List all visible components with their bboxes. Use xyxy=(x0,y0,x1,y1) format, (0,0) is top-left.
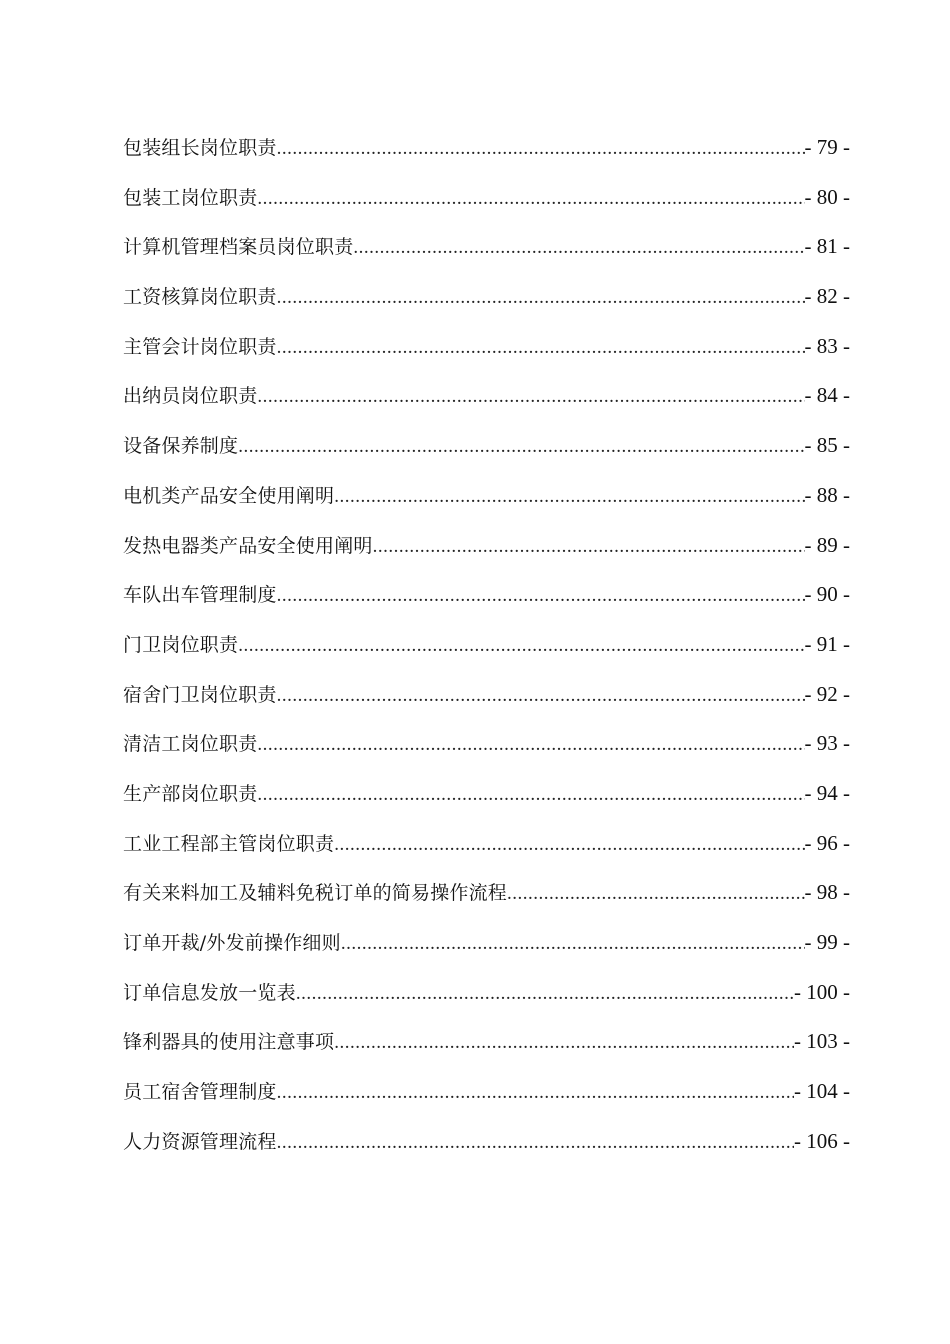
toc-entry-title: 锋利器具的使用注意事项 xyxy=(123,1031,335,1054)
toc-entry-title: 订单信息发放一览表 xyxy=(123,981,296,1004)
toc-page-number: - 94 - xyxy=(804,780,850,805)
toc-entry-title: 清洁工岗位职责 xyxy=(123,733,258,756)
toc-dot-leader xyxy=(334,481,804,513)
toc-dot-leader xyxy=(334,829,804,861)
toc-entry[interactable] xyxy=(123,379,850,429)
toc-entry[interactable] xyxy=(123,727,850,777)
toc-dot-leader xyxy=(334,1027,794,1059)
toc-entry-title: 出纳员岗位职责 xyxy=(123,385,258,408)
toc-page-number: - 104 - xyxy=(794,1079,850,1104)
toc-entry[interactable] xyxy=(123,230,850,280)
toc-entry[interactable] xyxy=(123,280,850,330)
toc-entry[interactable] xyxy=(123,1125,850,1175)
toc-entry[interactable] xyxy=(123,976,850,1026)
toc-dot-leader xyxy=(257,183,804,215)
toc-entry[interactable] xyxy=(123,1075,850,1125)
toc-entry-title: 门卫岗位职责 xyxy=(123,633,239,656)
toc-entry-title: 发热电器类产品安全使用阐明 xyxy=(123,534,373,557)
toc-entry-title: 宿舍门卫岗位职责 xyxy=(123,683,277,706)
toc-dot-leader xyxy=(257,381,804,413)
toc-entry[interactable] xyxy=(123,777,850,827)
toc-entry-title: 设备保养制度 xyxy=(123,435,239,458)
toc-dot-leader xyxy=(277,133,805,165)
toc-entry-title: 计算机管理档案员岗位职责 xyxy=(123,236,354,259)
toc-entry[interactable] xyxy=(123,678,850,728)
toc-entry-title: 工资核算岗位职责 xyxy=(123,286,277,309)
toc-entry[interactable] xyxy=(123,827,850,877)
toc-page-number: - 106 - xyxy=(794,1128,850,1153)
toc-dot-leader xyxy=(296,978,794,1010)
toc-dot-leader xyxy=(277,282,805,314)
toc-page-number: - 88 - xyxy=(804,482,850,507)
toc-entry[interactable] xyxy=(123,628,850,678)
toc-dot-leader xyxy=(238,431,804,463)
toc-page-number: - 98 - xyxy=(804,880,850,905)
toc-page-number: - 92 - xyxy=(804,681,850,706)
toc-entry-title: 电机类产品安全使用阐明 xyxy=(123,484,335,507)
toc-entry[interactable] xyxy=(123,1025,850,1075)
toc-dot-leader xyxy=(341,928,805,960)
toc-entry[interactable] xyxy=(123,876,850,926)
toc-page-number: - 90 - xyxy=(804,582,850,607)
toc-page-number: - 82 - xyxy=(804,284,850,309)
toc-entry[interactable] xyxy=(123,479,850,529)
toc-dot-leader xyxy=(277,1127,794,1159)
toc-entry[interactable] xyxy=(123,578,850,628)
toc-page-number: - 89 - xyxy=(804,532,850,557)
toc-entry[interactable] xyxy=(123,926,850,976)
toc-dot-leader xyxy=(373,531,805,563)
toc-dot-leader xyxy=(277,332,805,364)
toc-entry-title: 订单开裁/外发前操作细则 xyxy=(123,932,341,954)
toc-entry[interactable] xyxy=(123,330,850,380)
toc-dot-leader xyxy=(507,878,804,910)
toc-entry[interactable] xyxy=(123,529,850,579)
toc-entry[interactable] xyxy=(123,429,850,479)
toc-entry-title: 员工宿舍管理制度 xyxy=(123,1081,277,1104)
toc-page-number: - 80 - xyxy=(804,184,850,209)
toc-page-number: - 79 - xyxy=(804,135,850,159)
toc-page-number: - 93 - xyxy=(804,731,850,756)
toc-page-number: - 84 - xyxy=(804,383,850,408)
toc-page-number: - 81 - xyxy=(804,234,850,259)
toc-page-number: - 91 - xyxy=(804,631,850,656)
toc-dot-leader xyxy=(257,729,804,761)
toc-dot-leader xyxy=(353,232,804,264)
toc-entry-title: 工业工程部主管岗位职责 xyxy=(123,832,335,855)
toc-page-number: - 100 - xyxy=(794,979,850,1004)
toc-page-number: - 83 - xyxy=(804,333,850,358)
toc-entry-title: 生产部岗位职责 xyxy=(123,782,258,805)
toc-entry-title: 包装组长岗位职责 xyxy=(123,137,277,159)
toc-dot-leader xyxy=(257,779,804,811)
toc-entry[interactable] xyxy=(123,131,850,181)
toc-page-number: - 96 - xyxy=(804,830,850,855)
toc-dot-leader xyxy=(277,580,805,612)
toc-entry-title: 人力资源管理流程 xyxy=(123,1130,277,1153)
toc-dot-leader xyxy=(238,630,804,662)
table-of-contents xyxy=(123,131,850,1174)
toc-entry-title: 主管会计岗位职责 xyxy=(123,335,277,358)
toc-page-number: - 85 - xyxy=(804,433,850,458)
toc-page-number: - 103 - xyxy=(794,1029,850,1054)
toc-entry-title: 包装工岗位职责 xyxy=(123,186,258,209)
toc-entry[interactable] xyxy=(123,181,850,231)
toc-dot-leader xyxy=(277,1077,794,1109)
toc-dot-leader xyxy=(277,680,805,712)
toc-page-number: - 99 - xyxy=(804,930,850,954)
toc-entry-title: 车队出车管理制度 xyxy=(123,584,277,607)
toc-entry-title: 有关来料加工及辅料免税订单的简易操作流程 xyxy=(123,882,508,905)
